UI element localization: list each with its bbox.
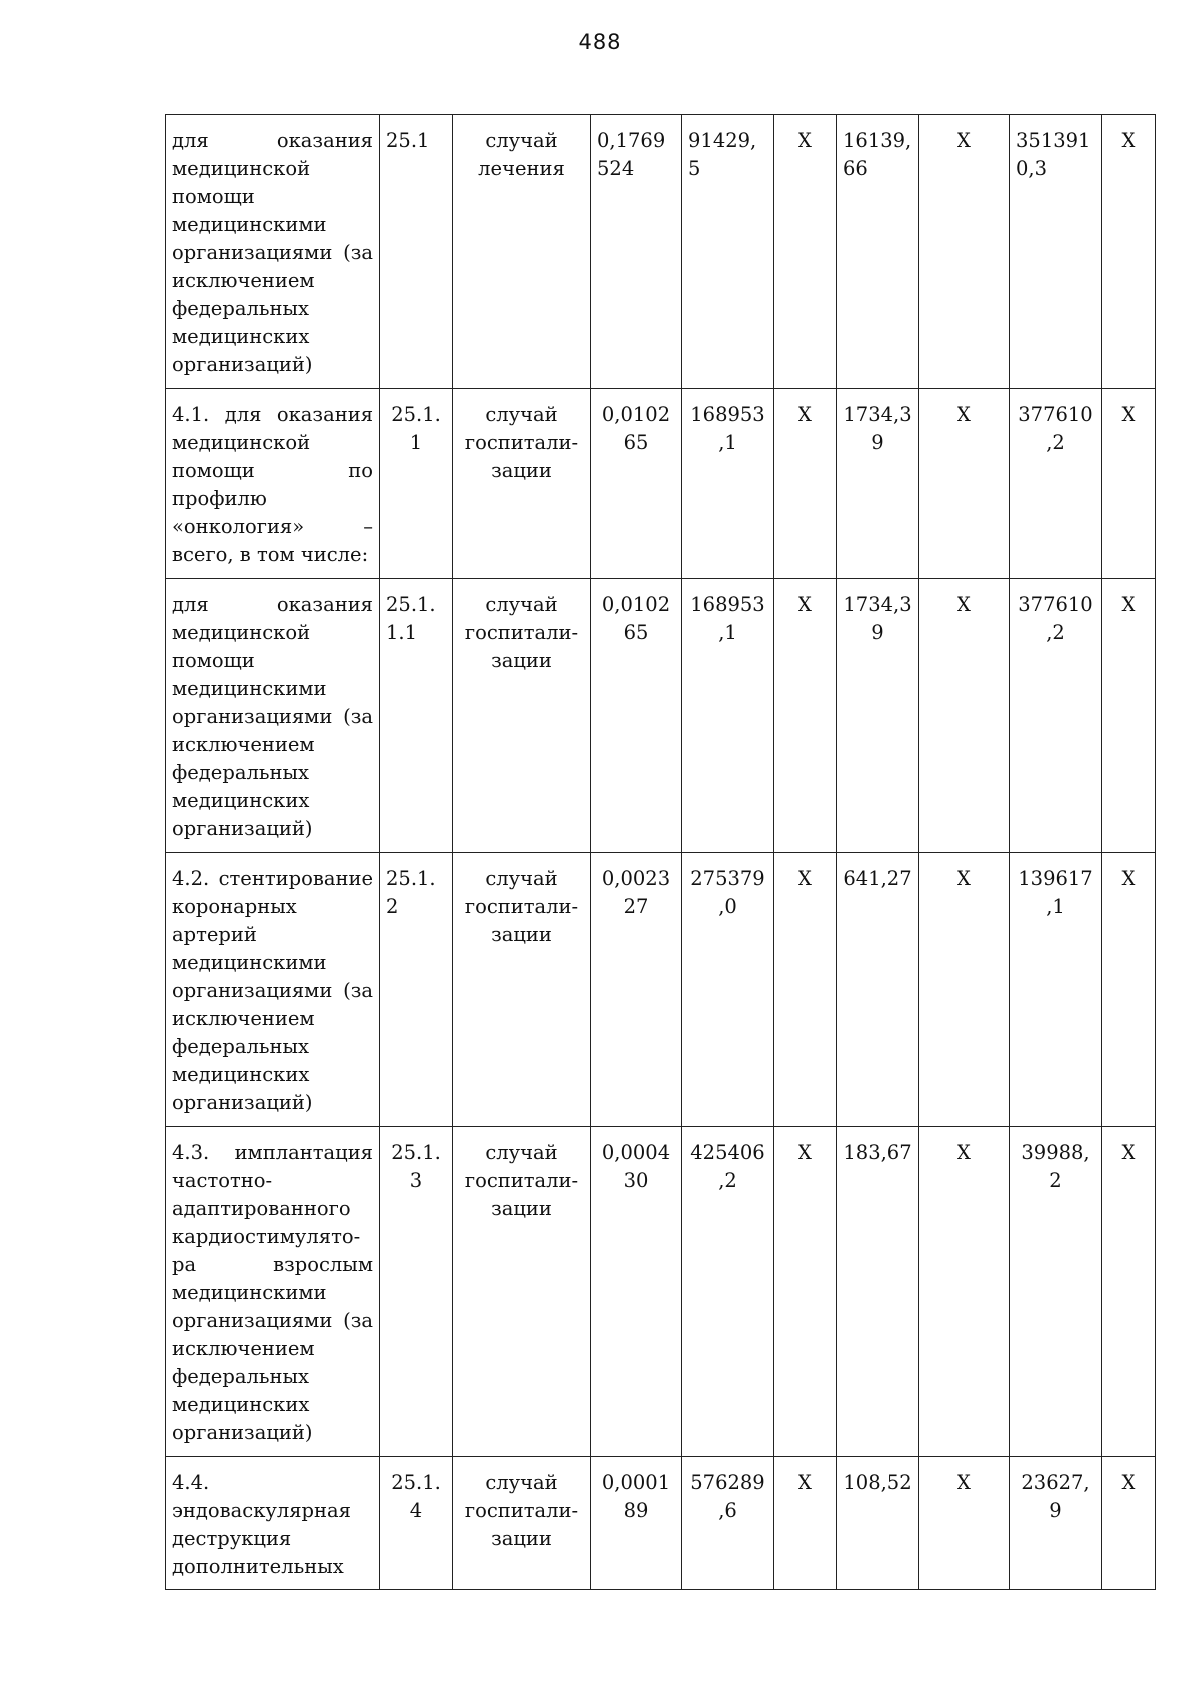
row-x-mark: Х	[957, 129, 971, 152]
row-code: 25.1. 1.1	[386, 593, 436, 644]
row-per-capita: 108,52	[843, 1471, 912, 1494]
row-x-mark: Х	[1121, 593, 1136, 616]
row-x-mark: Х	[798, 593, 812, 616]
row-x-mark: Х	[957, 1471, 971, 1494]
row-code: 25.1. 3	[391, 1141, 441, 1192]
row-total: 23627, 9	[1021, 1471, 1090, 1522]
row-cost: 91429, 5	[688, 129, 757, 180]
table-row	[166, 115, 1156, 389]
row-x-mark: Х	[1121, 403, 1136, 426]
row-per-capita: 1734,3 9	[843, 593, 912, 644]
row-name: 4.2. стентирование коронарных артерий медицинскими организациями (за исключением федеральных медицинских организаций)	[166, 853, 380, 1127]
row-x-mark: Х	[1121, 867, 1136, 890]
row-x-mark: Х	[1121, 1471, 1136, 1494]
row-cost: 275379 ,0	[690, 867, 765, 918]
row-cost: 425406 ,2	[690, 1141, 765, 1192]
row-code: 25.1. 2	[386, 867, 436, 918]
row-x-mark: Х	[798, 129, 812, 152]
row-code: 25.1. 1	[391, 403, 441, 454]
row-code: 25.1. 4	[391, 1471, 441, 1522]
row-unit: случай госпитали- зации	[464, 1471, 579, 1550]
data-table	[165, 114, 1156, 1590]
row-unit: случай госпитали- зации	[464, 403, 579, 482]
row-x-mark: Х	[957, 593, 971, 616]
row-x-mark: Х	[1121, 1141, 1136, 1164]
row-total: 139617 ,1	[1018, 867, 1093, 918]
row-standard: 0,0102 65	[601, 593, 671, 644]
table-row	[166, 1127, 1156, 1457]
row-unit: случай госпитали- зации	[464, 867, 579, 946]
row-code: 25.1	[386, 129, 430, 152]
row-cost: 576289 ,6	[690, 1471, 765, 1522]
row-per-capita: 183,67	[843, 1141, 912, 1164]
row-per-capita: 641,27	[843, 867, 912, 890]
row-x-mark: Х	[798, 867, 812, 890]
table-row	[166, 1457, 1156, 1590]
row-total: 39988, 2	[1021, 1141, 1090, 1192]
row-total: 377610 ,2	[1018, 593, 1093, 644]
row-total: 351391 0,3	[1016, 129, 1091, 180]
row-unit: случай госпитали- зации	[464, 593, 579, 672]
row-total: 377610 ,2	[1018, 403, 1093, 454]
row-name: 4.4. эндоваскулярная деструкция дополнительных	[166, 1457, 380, 1590]
row-unit: случай госпитали- зации	[464, 1141, 579, 1220]
table-row	[166, 579, 1156, 853]
row-standard: 0,0001 89	[601, 1471, 671, 1522]
row-x-mark: Х	[957, 1141, 971, 1164]
row-name: для оказания медицинской помощи медицинскими организациями (за исключением федеральных медицинских организаций)	[166, 115, 380, 389]
row-unit: случай лечения	[478, 129, 565, 180]
row-cost: 168953 ,1	[690, 403, 765, 454]
row-x-mark: Х	[798, 403, 812, 426]
row-standard: 0,0023 27	[601, 867, 671, 918]
row-name: 4.1. для оказания медицинской помощи по профилю «онкология» – всего, в том числе:	[166, 389, 380, 579]
row-standard: 0,0004 30	[601, 1141, 671, 1192]
row-standard: 0,0102 65	[601, 403, 671, 454]
row-x-mark: Х	[1121, 129, 1136, 152]
row-per-capita: 1734,3 9	[843, 403, 912, 454]
row-name: 4.3. имплантация частотно-адаптированного кардиостимулято-ра взрослым медицинскими организациями (за исключением федеральных медицинских организаций)	[166, 1127, 380, 1457]
row-per-capita: 16139, 66	[843, 129, 912, 180]
row-x-mark: Х	[957, 403, 971, 426]
table-row	[166, 853, 1156, 1127]
row-cost: 168953 ,1	[690, 593, 765, 644]
page-number: 488	[578, 30, 622, 54]
row-standard: 0,1769 524	[597, 129, 666, 180]
row-x-mark: Х	[798, 1141, 812, 1164]
row-x-mark: Х	[957, 867, 971, 890]
row-name: для оказания медицинской помощи медицинскими организациями (за исключением федеральных медицинских организаций)	[166, 579, 380, 853]
table-row	[166, 389, 1156, 579]
row-x-mark: Х	[798, 1471, 812, 1494]
